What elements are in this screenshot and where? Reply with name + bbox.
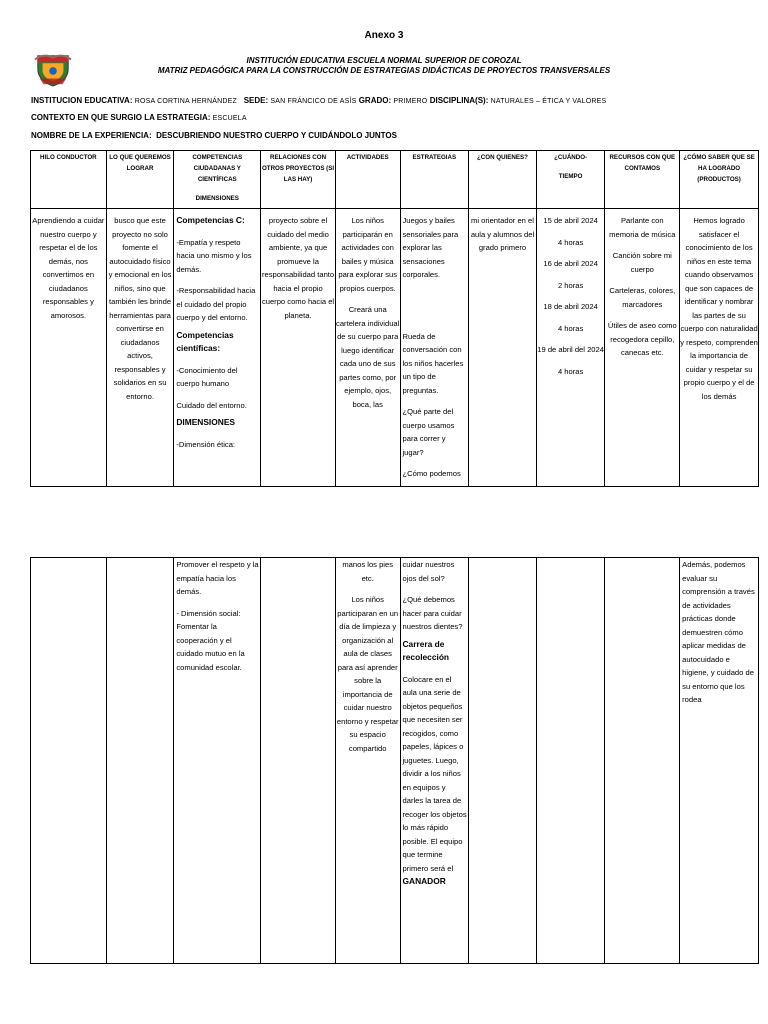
cell-productos-cont	[680, 558, 759, 964]
tiempo-date-1: 15 de abril 2024	[543, 216, 598, 225]
cell-logro	[106, 209, 174, 487]
header-hilo: HILO CONDUCTOR	[31, 151, 107, 209]
tiempo-date-2: 16 de abril 2024	[543, 259, 598, 268]
table-row	[31, 209, 759, 487]
relaciones-text: proyecto sobre el cuidado del medio ambiente, ya que promueve la responsabilidad tanto hacia el propio cuerpo como hacia el planeta.	[261, 216, 335, 320]
cell-hilo-cont	[31, 558, 107, 964]
header-relaciones: RELACIONES CON OTROS PROYECTOS (SI LAS HAY)	[261, 151, 336, 209]
comp-c-title: Competencias C:	[176, 215, 245, 225]
productos-cont-text: Además, podemos evaluar su comprensión a través de actividades prácticas donde demuestren cómo aplicar medidas de autocuidado e higiene, y cuidado de su entorno que los rodea	[682, 560, 755, 704]
inst-value: ROSA CORTINA HERNÁNDEZ	[134, 98, 238, 105]
estrategias-3: ¿Qué parte del cuerpo usamos para correr y jugar?	[402, 407, 455, 457]
cell-recursos-cont	[605, 558, 680, 964]
cell-estrategias	[400, 209, 469, 487]
cell-tiempo	[536, 209, 605, 487]
grado-value: PRIMERO	[393, 98, 428, 105]
logro-text: busco que este proyecto no solo fomente el autocuidado físico y emocional en los niños, sino que también les brinde herramientas para convertirse en ciudadanos activos, responsables y solidarios en su entorno.	[108, 216, 172, 401]
header-productos: ¿CÓMO SABER QUE SE HA LOGRADO (PRODUCTOS)	[680, 151, 759, 209]
estrategias-cont-1: cuidar nuestros ojos del sol?	[402, 560, 455, 583]
header-competencias	[174, 151, 261, 209]
cell-recursos	[605, 209, 680, 487]
actividades-2: Creará una cartelera individual de su cuerpo para luego identificar cada uno de sus partes como, por ejemplo, ojos, boca, las	[336, 305, 400, 409]
comp-c-1: -Empatía y respeto hacia uno mismo y los demás.	[176, 237, 252, 274]
tiempo-date-3: 18 de abril 2024	[543, 302, 598, 311]
comp-c-2: -Responsabilidad hacia el cuidado del propio cuerpo y del entorno.	[176, 286, 256, 322]
cell-relaciones	[261, 209, 336, 487]
dim-1: -Dimensión ética:	[176, 439, 236, 449]
header-cuando-text: ¿CUÁNDO-	[554, 154, 588, 161]
recursos-4: Útiles de aseo como recogedora cepillo, canecas etc.	[607, 321, 677, 357]
comp-sci-1: -Conocimiento del cuerpo humano	[176, 365, 238, 388]
meta-line-contexto	[31, 113, 247, 122]
cell-hilo	[31, 209, 107, 487]
estrategias-winner: GANADOR	[402, 876, 446, 886]
meta-line-institution	[31, 96, 606, 105]
cell-relaciones-cont	[261, 558, 336, 964]
grado-label: GRADO:	[358, 96, 392, 105]
estrategias-cont-3: Colocare en el aula una serie de objetos pequeños que necesiten ser recogidos, como papeles, lápices o juguetes. Luego, dividir a los niños en equipos y darles la tarea de recoger los objetos lo más rápido posible. El equipo que termine primero será el	[402, 674, 467, 873]
comp-cont-2: - Dimensión social: Fomentar la cooperación y el cuidado mutuo en la comunidad escolar.	[176, 608, 245, 672]
sede-value: SAN FRÁNCICO DE ASÍS	[270, 98, 357, 105]
estrategias-cont-title: Carrera de recolección	[402, 638, 450, 662]
institution-name: INSTITUCIÓN EDUCATIVA ESCUELA NORMAL SUPERIOR DE COROZAL	[246, 56, 522, 65]
experiencia-label: NOMBRE DE LA EXPERIENCIA:	[31, 131, 152, 140]
matrix-title: MATRIZ PEDAGÓGICA PARA LA CONSTRUCCIÓN DE ESTRATEGIAS DIDÁCTICAS DE PROYECTOS TRANSVERSALES	[157, 66, 611, 75]
cell-tiempo-cont	[536, 558, 605, 964]
actividades-cont-2: Los niños participaran en un día de limpieza y organización al aula de clases para así aprender sobre la importancia de cuidar nuestro entorno y respetar su espacio compartido	[336, 595, 399, 753]
comp-sci-title: Competencias científicas:	[176, 329, 234, 353]
header-actividades: ACTIVIDADES	[335, 151, 400, 209]
contexto-label: CONTEXTO EN QUE SURGIO LA ESTRATEGIA:	[31, 113, 211, 122]
estrategias-4: ¿Cómo podemos	[402, 469, 461, 478]
estrategias-2: Rueda de conversación con los niños hacerles un tipo de preguntas.	[402, 331, 464, 395]
header-logro: LO QUE QUEREMOS LOGRAR	[106, 151, 174, 209]
experiencia-value: DESCUBRIENDO NUESTRO CUERPO Y CUIDÁNDOLO JUNTOS	[156, 131, 397, 140]
cell-quienes	[469, 209, 537, 487]
actividades-cont-1: manos los pies etc.	[342, 560, 394, 583]
institution-header	[0, 56, 768, 76]
matrix-table-page-2	[30, 557, 759, 964]
table-header-row	[31, 151, 759, 209]
tiempo-hours-2: 2 horas	[557, 280, 584, 290]
disciplina-label: DISCIPLINA(S):	[429, 96, 489, 105]
quienes-text: mi orientador en el aula y alumnos del grado primero	[470, 216, 535, 252]
header-quienes: ¿CON QUIENES?	[469, 151, 537, 209]
cell-estrategias-cont	[400, 558, 469, 964]
dim-title: DIMENSIONES	[176, 417, 235, 427]
header-recursos: RECURSOS CON QUE CONTAMOS	[605, 151, 680, 209]
sede-label: SEDE:	[243, 96, 269, 105]
hilo-text: Aprendiendo a cuidar nuestro cuerpo y respetar el de los demás, nos convertimos en ciudadanos responsables y amorosos.	[32, 216, 105, 320]
header-competencias-text: COMPETENCIAS CIUDADANAS Y CIENTÍFICAS	[192, 154, 243, 183]
document-title: Anexo 3	[364, 30, 404, 41]
header-cuando	[536, 151, 605, 209]
cell-productos	[680, 209, 759, 487]
cell-competencias-cont	[174, 558, 261, 964]
header-tiempo-text: TIEMPO	[558, 173, 583, 180]
tiempo-hours-3: 4 horas	[557, 323, 584, 333]
cell-actividades-cont	[335, 558, 400, 964]
estrategias-1: Juegos y bailes sensoriales para explorar las sensaciones corporales.	[402, 216, 459, 279]
header-dimensiones-text: DIMENSIONES	[195, 195, 239, 202]
recursos-3: Carteleras, colores, marcadores	[609, 286, 676, 309]
cell-logro-cont	[106, 558, 174, 964]
tiempo-date-4: 19 de abril del 2024	[537, 345, 604, 354]
productos-text: Hemos logrado satisfacer el conocimiento de los niños en este tema cuando observamos que son capaces de identificar y nombrar las partes de su cuerpo con naturalidad y respeto, comprenden la importancia de cuidar y respetar su propio cuerpo y el de los demás	[680, 216, 758, 401]
recursos-1: Parlante con memoria de música	[609, 216, 676, 239]
recursos-2: Canción sobre mi cuerpo	[612, 251, 672, 274]
table-row	[31, 558, 759, 964]
disciplina-value: NATURALES – ÉTICA Y VALORES	[490, 98, 607, 105]
actividades-1: Los niños participarán en actividades con bailes y música para explorar sus propios cuerpos.	[338, 216, 398, 293]
cell-quienes-cont	[469, 558, 537, 964]
meta-line-experiencia	[31, 131, 397, 140]
contexto-value: ESCUELA	[212, 115, 247, 122]
tiempo-hours-1: 4 horas	[557, 237, 584, 247]
header-estrategias: ESTRATEGIAS	[400, 151, 469, 209]
matrix-table-page-1	[30, 150, 759, 487]
comp-sci-2: Cuidado del entorno.	[176, 400, 247, 410]
cell-competencias	[174, 209, 261, 487]
tiempo-hours-4: 4 horas	[557, 366, 584, 376]
cell-actividades	[335, 209, 400, 487]
comp-cont-1: Promover el respeto y la empatía hacia los demás.	[176, 560, 259, 596]
estrategias-cont-2: ¿Qué debemos hacer para cuidar nuestros dientes?	[402, 595, 463, 631]
inst-label: INSTITUCION EDUCATIVA:	[31, 96, 133, 105]
